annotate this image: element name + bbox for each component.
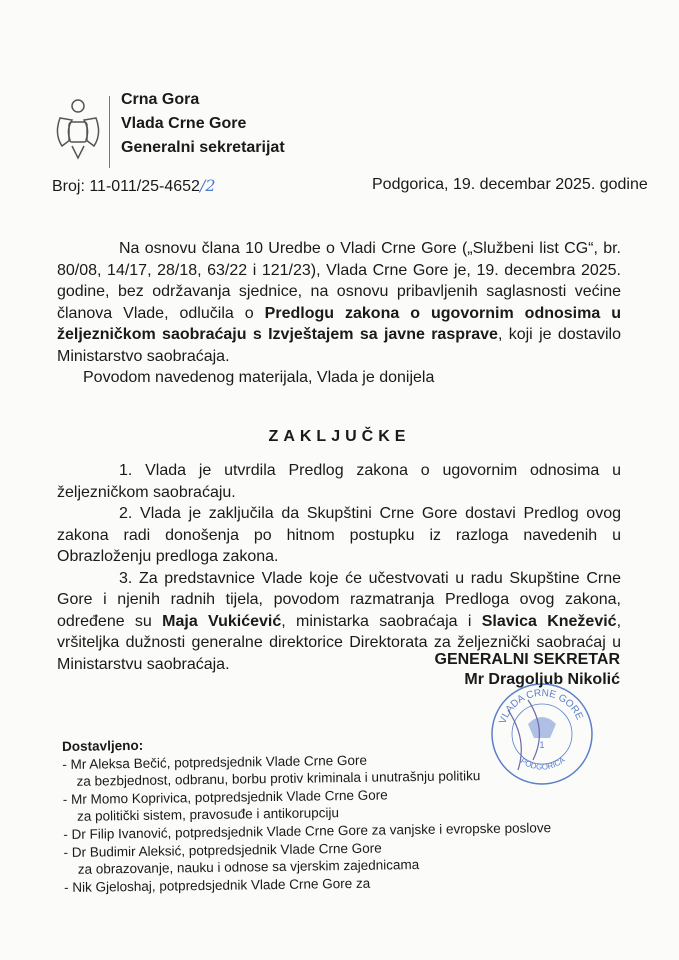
conclusions-title: ZAKLJUČKE [268, 428, 411, 445]
representative-2: Slavica Knežević [481, 612, 617, 630]
conclusion-1: 1. Vlada je utvrdila Predlog zakona o ugovornim odnosima u željezničkom saobraćaju. [57, 462, 621, 501]
letterhead [121, 88, 285, 160]
stamp-city: PODGORICA [518, 755, 567, 772]
signature-block [424, 650, 620, 690]
header-divider [109, 96, 110, 168]
intro-section [57, 238, 621, 389]
signatory-name: Mr Dragoljub Nikolić [464, 671, 620, 688]
list-item: za obrazovanje, nauku i odnose sa vjerskim zajednicama [77, 857, 420, 877]
coat-of-arms-icon [52, 96, 104, 162]
handwritten-suffix: /2 [199, 176, 216, 195]
representative-1: Maja Vukićević [162, 612, 282, 630]
reference-label: Broj: 11-011/25-4652 [52, 178, 200, 195]
stamp-text: VLADA CRNE GORE [497, 687, 585, 726]
secretariat-name: Generalni sekretarijat [121, 139, 285, 156]
intro-text: Na osnovu člana 10 Uredbe o Vladi Crne Gore („Službeni list CG“, br. 80/08, 14/17, 28/18, 63/22 i 121/23), Vlada Crne Gore je, 19. decembra 2025. godine, bez održavanja sjednice, na osnovu pribavljenih saglasnosti većine članova Vlade, odlučila o [57, 240, 621, 322]
list-item: - Mr Aleksa Bečić, potpredsjednik Vlade Crne Gore [62, 752, 368, 772]
list-item: - Dr Filip Ivanović, potpredsjednik Vlade Crne Gore za vanjske i evropske poslove [63, 820, 552, 842]
intro-paragraph-2: Povodom navedenog materijala, Vlada je donijela [83, 369, 435, 386]
intro-paragraph [57, 238, 621, 367]
list-item: - Dr Budimir Aleksić, potpredsjednik Vlade Crne Gore [63, 840, 382, 860]
conclusion-3-text-2: , ministarka saobraćaja i [281, 612, 482, 630]
conclusions-list [57, 460, 621, 675]
list-item: - Nik Gjeloshaj, potpredsjednik Vlade Crne Gore za [63, 875, 371, 895]
reference-number [52, 176, 216, 196]
signatory-title: GENERALNI SEKRETAR [434, 651, 620, 668]
conclusion-3-text: 3. Za predstavnice Vlade koje će učestvovati u radu Skupštine Crne Gore i njenih radnih tijela, povodom razmatranja Predloga ovog zakona, određene su [57, 569, 621, 630]
conclusion-3-text-3: , vršiteljka dužnosti generalne direktorice Direktorata za željeznički saobraćaj u Ministarstvu saobraćaja. [57, 612, 622, 673]
list-item: za politički sistem, pravosuđe i antikorupciju [76, 805, 340, 825]
list-item: za bezbjednost, odbranu, borbu protiv kriminala i unutrašnju politiku [76, 768, 481, 789]
document-date: Podgorica, 19. decembar 2025. godine [372, 176, 648, 193]
government-name: Vlada Crne Gore [121, 115, 247, 132]
stamp-number: 1 [539, 740, 545, 750]
conclusion-2: 2. Vlada je zaključila da Skupštini Crne Gore dostavi Predlog ovog zakona radi donošenja po hitnom postupku iz razloga navedenih u Obrazloženju predloga zakona. [57, 505, 621, 565]
country-name: Crna Gora [121, 91, 200, 108]
intro-text-end: , koji je dostavilo Ministarstvo saobraćaja. [57, 326, 622, 365]
distribution-list [62, 731, 552, 896]
list-item: - Mr Momo Koprivica, potpredsjednik Vlade Crne Gore [62, 787, 388, 807]
law-title: Predlogu zakona o ugovornim odnosima u željezničkom saobraćaju s Izvještajem sa javne rasprave [57, 304, 622, 343]
distribution-heading: Dostavljeno: [62, 737, 144, 754]
